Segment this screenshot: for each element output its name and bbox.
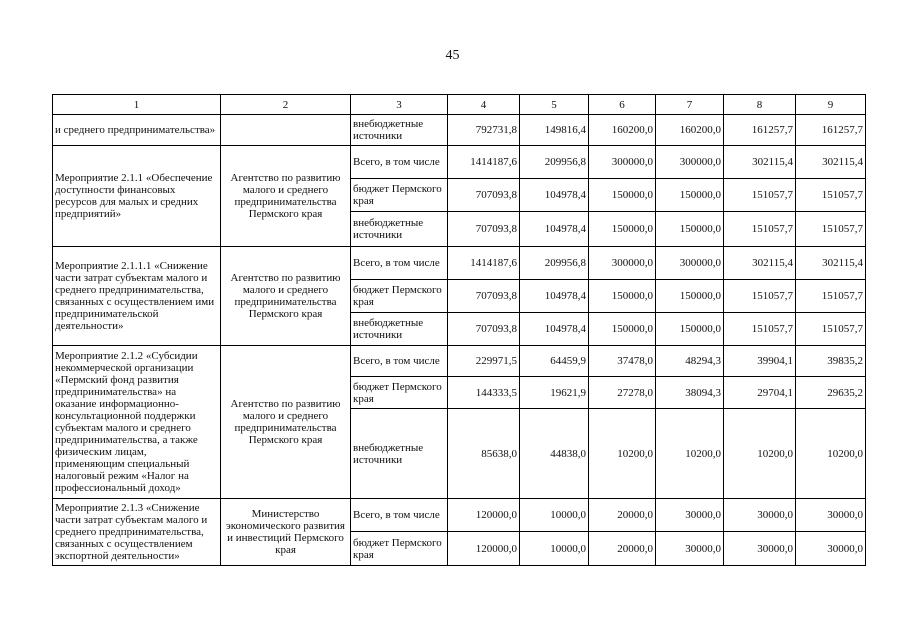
funding-source: бюджет Пермского края bbox=[351, 280, 448, 313]
table-row bbox=[53, 346, 866, 377]
amount-cell: 707093,8 bbox=[448, 313, 520, 346]
amount-cell: 792731,8 bbox=[448, 115, 520, 146]
measure-name: Мероприятие 2.1.3 «Снижение части затрат субъектам малого и среднего предпринимательства, связанных с осуществлением экспортной деятельности» bbox=[53, 499, 221, 566]
measure-name: Мероприятие 2.1.1.1 «Снижение части затрат субъектам малого и среднего предпринимательства, связанных с осуществлением ими предпринимательской деятельности» bbox=[53, 247, 221, 346]
amount-cell: 151057,7 bbox=[796, 179, 866, 212]
column-header: 4 bbox=[448, 95, 520, 115]
amount-cell: 151057,7 bbox=[796, 313, 866, 346]
table-row bbox=[53, 247, 866, 280]
amount-cell: 10200,0 bbox=[724, 409, 796, 499]
amount-cell: 150000,0 bbox=[589, 280, 656, 313]
amount-cell: 20000,0 bbox=[589, 499, 656, 532]
funding-source: Всего, в том числе bbox=[351, 346, 448, 377]
funding-source: Всего, в том числе bbox=[351, 499, 448, 532]
responsible-agency: Агентство по развитию малого и среднего предпринимательства Пермского края bbox=[221, 247, 351, 346]
amount-cell: 300000,0 bbox=[589, 146, 656, 179]
amount-cell: 150000,0 bbox=[656, 313, 724, 346]
amount-cell: 707093,8 bbox=[448, 179, 520, 212]
amount-cell: 10200,0 bbox=[589, 409, 656, 499]
amount-cell: 29704,1 bbox=[724, 377, 796, 409]
amount-cell: 104978,4 bbox=[520, 212, 589, 247]
amount-cell: 144333,5 bbox=[448, 377, 520, 409]
amount-cell: 151057,7 bbox=[724, 179, 796, 212]
funding-source: внебюджетные источники bbox=[351, 115, 448, 146]
amount-cell: 151057,7 bbox=[724, 212, 796, 247]
amount-cell: 707093,8 bbox=[448, 212, 520, 247]
responsible-agency: Министерство экономического развития и инвестиций Пермского края bbox=[221, 499, 351, 566]
column-header: 5 bbox=[520, 95, 589, 115]
amount-cell: 104978,4 bbox=[520, 179, 589, 212]
amount-cell: 229971,5 bbox=[448, 346, 520, 377]
amount-cell: 30000,0 bbox=[724, 499, 796, 532]
amount-cell: 707093,8 bbox=[448, 280, 520, 313]
amount-cell: 30000,0 bbox=[724, 532, 796, 566]
amount-cell: 104978,4 bbox=[520, 280, 589, 313]
amount-cell: 302115,4 bbox=[796, 247, 866, 280]
amount-cell: 1414187,6 bbox=[448, 146, 520, 179]
amount-cell: 29635,2 bbox=[796, 377, 866, 409]
responsible-agency bbox=[221, 115, 351, 146]
responsible-agency: Агентство по развитию малого и среднего предпринимательства Пермского края bbox=[221, 146, 351, 247]
column-header: 9 bbox=[796, 95, 866, 115]
column-header-row bbox=[53, 95, 866, 115]
column-header: 7 bbox=[656, 95, 724, 115]
amount-cell: 85638,0 bbox=[448, 409, 520, 499]
amount-cell: 1414187,6 bbox=[448, 247, 520, 280]
amount-cell: 209956,8 bbox=[520, 146, 589, 179]
amount-cell: 161257,7 bbox=[724, 115, 796, 146]
amount-cell: 150000,0 bbox=[589, 313, 656, 346]
funding-source: внебюджетные источники bbox=[351, 212, 448, 247]
amount-cell: 302115,4 bbox=[796, 146, 866, 179]
amount-cell: 300000,0 bbox=[656, 247, 724, 280]
amount-cell: 20000,0 bbox=[589, 532, 656, 566]
funding-source: внебюджетные источники bbox=[351, 313, 448, 346]
amount-cell: 37478,0 bbox=[589, 346, 656, 377]
amount-cell: 19621,9 bbox=[520, 377, 589, 409]
table-body bbox=[53, 115, 866, 566]
column-header: 6 bbox=[589, 95, 656, 115]
table-row bbox=[53, 115, 866, 146]
amount-cell: 120000,0 bbox=[448, 499, 520, 532]
funding-source: бюджет Пермского края bbox=[351, 532, 448, 566]
amount-cell: 160200,0 bbox=[656, 115, 724, 146]
amount-cell: 27278,0 bbox=[589, 377, 656, 409]
funding-source: бюджет Пермского края bbox=[351, 377, 448, 409]
amount-cell: 150000,0 bbox=[589, 212, 656, 247]
amount-cell: 151057,7 bbox=[796, 280, 866, 313]
amount-cell: 150000,0 bbox=[656, 179, 724, 212]
amount-cell: 30000,0 bbox=[796, 499, 866, 532]
amount-cell: 30000,0 bbox=[796, 532, 866, 566]
funding-table bbox=[52, 94, 866, 566]
amount-cell: 209956,8 bbox=[520, 247, 589, 280]
funding-source: бюджет Пермского края bbox=[351, 179, 448, 212]
amount-cell: 48294,3 bbox=[656, 346, 724, 377]
amount-cell: 300000,0 bbox=[656, 146, 724, 179]
page-number: 45 bbox=[445, 48, 460, 63]
amount-cell: 150000,0 bbox=[656, 212, 724, 247]
amount-cell: 300000,0 bbox=[589, 247, 656, 280]
amount-cell: 151057,7 bbox=[796, 212, 866, 247]
amount-cell: 10000,0 bbox=[520, 499, 589, 532]
funding-source: внебюджетные источники bbox=[351, 409, 448, 499]
responsible-agency: Агентство по развитию малого и среднего предпринимательства Пермского края bbox=[221, 346, 351, 499]
amount-cell: 302115,4 bbox=[724, 146, 796, 179]
table-row bbox=[53, 499, 866, 532]
amount-cell: 30000,0 bbox=[656, 532, 724, 566]
amount-cell: 150000,0 bbox=[656, 280, 724, 313]
amount-cell: 39835,2 bbox=[796, 346, 866, 377]
column-header: 3 bbox=[351, 95, 448, 115]
amount-cell: 10000,0 bbox=[520, 532, 589, 566]
funding-source: Всего, в том числе bbox=[351, 146, 448, 179]
amount-cell: 302115,4 bbox=[724, 247, 796, 280]
amount-cell: 151057,7 bbox=[724, 313, 796, 346]
amount-cell: 151057,7 bbox=[724, 280, 796, 313]
amount-cell: 149816,4 bbox=[520, 115, 589, 146]
measure-name: Мероприятие 2.1.2 «Субсидии некоммерческой организации «Пермский фонд развития предпринимательства» на оказание информационно-консультационной поддержки субъектам малого и среднего предпринимательства, а также физическим лицам, применяющим специальный налоговый режим «Налог на профессиональный доход» bbox=[53, 346, 221, 499]
column-header: 8 bbox=[724, 95, 796, 115]
amount-cell: 30000,0 bbox=[656, 499, 724, 532]
amount-cell: 160200,0 bbox=[589, 115, 656, 146]
column-header: 2 bbox=[221, 95, 351, 115]
amount-cell: 120000,0 bbox=[448, 532, 520, 566]
amount-cell: 150000,0 bbox=[589, 179, 656, 212]
measure-name: Мероприятие 2.1.1 «Обеспечение доступности финансовых ресурсов для малых и средних предприятий» bbox=[53, 146, 221, 247]
funding-source: Всего, в том числе bbox=[351, 247, 448, 280]
amount-cell: 64459,9 bbox=[520, 346, 589, 377]
table-row bbox=[53, 146, 866, 179]
measure-name: и среднего предпринимательства» bbox=[53, 115, 221, 146]
amount-cell: 104978,4 bbox=[520, 313, 589, 346]
amount-cell: 161257,7 bbox=[796, 115, 866, 146]
column-header: 1 bbox=[53, 95, 221, 115]
amount-cell: 10200,0 bbox=[796, 409, 866, 499]
amount-cell: 10200,0 bbox=[656, 409, 724, 499]
amount-cell: 38094,3 bbox=[656, 377, 724, 409]
amount-cell: 44838,0 bbox=[520, 409, 589, 499]
amount-cell: 39904,1 bbox=[724, 346, 796, 377]
